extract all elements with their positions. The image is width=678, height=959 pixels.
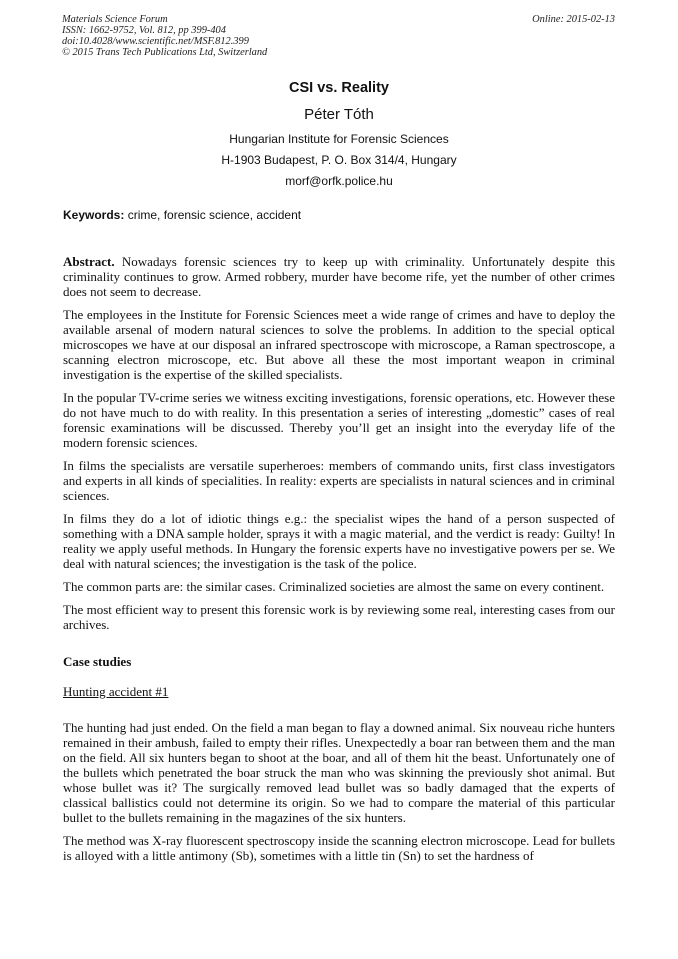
body-paragraph: The common parts are: the similar cases. Criminalized societies are almost the same on every continent. (63, 579, 605, 594)
journal-issn: ISSN: 1662-9752, Vol. 812, pp 399-404 (62, 25, 226, 36)
subsection-heading-hunting-accident: Hunting accident #1 (63, 684, 169, 699)
journal-copyright: © 2015 Trans Tech Publications Ltd, Switzerland (62, 47, 268, 58)
body-paragraph: The method was X-ray fluorescent spectroscopy inside the scanning electron microscope. Lead for bullets is alloyed with a little antimony (Sb), sometimes with a little tin (Sn) to set the hardness of (63, 833, 615, 863)
keywords-label: Keywords: (63, 208, 125, 222)
online-date: Online: 2015-02-13 (532, 14, 615, 25)
body-paragraph: In films the specialists are versatile superheroes: members of commando units, first class investigators and experts in all kinds of specialities. In reality: experts are specialists in natural sciences and in criminal sciences. (63, 458, 615, 503)
author-name: Péter Tóth (304, 106, 374, 123)
author-email[interactable]: morf@orfk.police.hu (285, 174, 393, 188)
body-paragraph: In films they do a lot of idiotic things e.g.: the specialist wipes the hand of a person suspected of something with a DNA sample holder, sprays it with a magic material, and the verdict is ready: Guilty! In reality we apply useful methods. In Hungary the forensic experts have no investigative powers per se. We deal with natural sciences; the investigation is the task of the police. (63, 511, 615, 571)
abstract-label: Abstract. (63, 254, 115, 269)
body-paragraph: The employees in the Institute for Forensic Sciences meet a wide range of crimes and have to deploy the available arsenal of modern natural sciences to solve the problems. In addition to the special optical microscopes we have at our disposal an infrared spectroscope with microscope, a Raman spectroscope, a scanning electron microscope, etc. But above all these the most important weapon in criminal investigation is the expertise of the skilled specialists. (63, 307, 615, 382)
keywords-text: crime, forensic science, accident (124, 208, 302, 222)
body-paragraph: The most efficient way to present this forensic work is by reviewing some real, interesting cases from our archives. (63, 602, 615, 632)
author-address: H-1903 Budapest, P. O. Box 314/4, Hungary (221, 153, 457, 167)
paper-body (63, 254, 615, 871)
abstract-paragraph: Abstract. Nowadays forensic sciences try to keep up with criminality. Unfortunately despite this criminality continues to grow. Armed robbery, murder have become rife, yet the number of other crimes does not seem to decrease. (63, 254, 615, 299)
journal-header (62, 14, 267, 58)
journal-doi[interactable]: doi:10.4028/www.scientific.net/MSF.812.399 (62, 36, 249, 47)
keywords (63, 208, 301, 222)
section-heading-case-studies: Case studies (63, 654, 132, 669)
body-paragraph: The hunting had just ended. On the field a man began to flay a downed animal. Six nouveau riche hunters remained in their ambush, failed to empty their rifles. Unexpectedly a boar ran between them and the man on the field. All six hunters began to shoot at the boar, and all of them hit the beast. Unfortunately one of the bullets which penetrated the boar struck the man who was skinning the previously shot animal. But whose bullet was it? The surgically removed lead bullet was so badly damaged that the experts of classical ballistics could not determine its origin. So we had to compare the material of this particular bullet to the bullets remaining in the magazines of the six hunters. (63, 720, 615, 825)
paper-title: CSI vs. Reality (289, 80, 389, 96)
body-paragraph: In the popular TV-crime series we witness exciting investigations, forensic operations, etc. However these do not have much to do with reality. In this presentation a series of interesting „domestic” cases of real forensic examinations will be discussed. Thereby you’ll get an insight into the everyday life of the modern forensic sciences. (63, 390, 615, 450)
journal-name: Materials Science Forum (62, 14, 168, 25)
author-institute: Hungarian Institute for Forensic Sciences (229, 132, 449, 146)
